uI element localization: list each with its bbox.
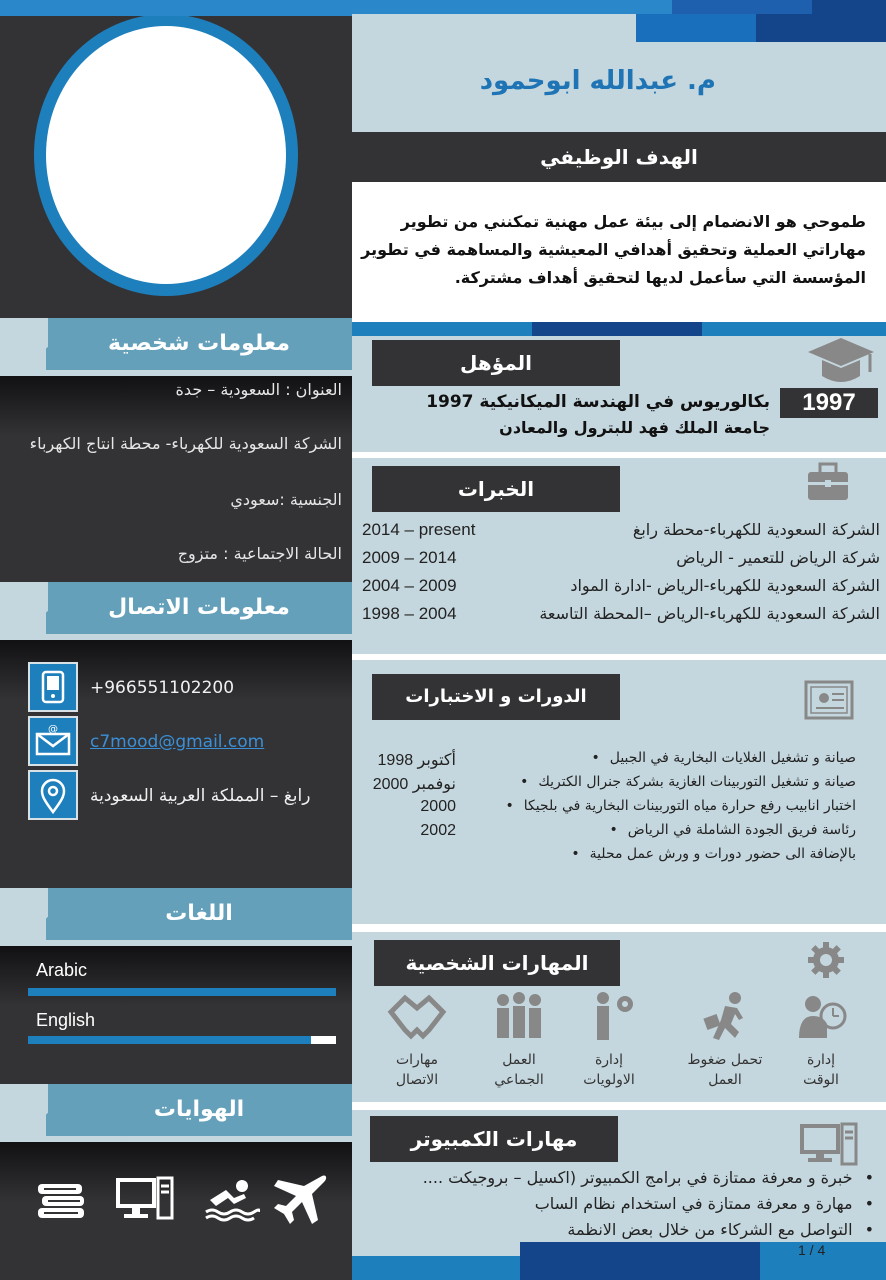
certificate-icon (804, 680, 854, 720)
objective-text (361, 208, 866, 292)
skill-communication (372, 990, 462, 1090)
skills-divider (352, 1102, 886, 1110)
course-item (356, 822, 886, 846)
experience-period: 2014 – present (362, 520, 476, 539)
computer-skill-item: • التواصل مع الشركاء من خلال بعض الانظمة (567, 1220, 874, 1239)
courses-title: الدورات و الاختبارات (372, 674, 620, 720)
courses-divider (352, 924, 886, 932)
language-bar-english (28, 1036, 336, 1044)
svg-text:@: @ (48, 724, 58, 735)
left-column (0, 0, 352, 1280)
experience-company: الشركة السعودية للكهرباء-محطة رابغ (632, 520, 880, 539)
page-number: 1 / 4 (798, 1242, 826, 1258)
email-icon (28, 716, 78, 766)
airplane-icon (274, 1172, 328, 1230)
personal-skills-title: المهارات الشخصية (374, 940, 620, 986)
hobbies-title: الهوايات (46, 1084, 352, 1136)
company-text: الشركة السعودية للكهرباء- محطة انتاج الكهرباء (29, 434, 342, 453)
phone-icon (28, 662, 78, 712)
experience-company: الشركة السعودية للكهرباء-الرياض –المحطة التاسعة (539, 604, 880, 623)
experience-item (362, 548, 880, 574)
clock-icon (791, 990, 851, 1046)
contact-info-title: معلومات الاتصال (46, 582, 352, 634)
candidate-name: م. عبدالله ابوحمود (479, 66, 716, 96)
team-icon (489, 990, 549, 1046)
experience-company: الشركة السعودية للكهرباء-الرياض -ادارة المواد (570, 576, 880, 595)
skill-label: العمل (708, 1072, 742, 1088)
phone-number[interactable]: +966551102200 (90, 678, 235, 698)
skill-teamwork (474, 990, 564, 1090)
experience-company: شركة الرياض للتعمير - الرياض (676, 548, 880, 567)
bottom-strip-notch (352, 1242, 520, 1256)
skill-label: الاتصال (395, 1072, 439, 1088)
skill-label: الوقت (803, 1072, 839, 1088)
top-strip-left (0, 0, 352, 16)
language-name-english: English (36, 1010, 96, 1030)
language-level-english (28, 1036, 311, 1044)
skill-label: الجماعي (494, 1072, 544, 1088)
experience-period: 1998 – 2004 (362, 604, 457, 623)
university-text: جامعة الملك فهد للبترول والمعادن (499, 418, 770, 437)
qualification-title: المؤهل (372, 340, 620, 386)
gear-icon (806, 940, 846, 980)
skill-label: مهارات (395, 1052, 439, 1068)
top-strip-corner-dark (756, 14, 886, 42)
computer-skills-title: مهارات الكمبيوتر (370, 1116, 618, 1162)
skill-label: إدارة (806, 1052, 836, 1068)
objective-line-3: المؤسسة التي سأعمل لديها لتحقيق أهداف مشتركة. (454, 268, 866, 287)
desktop-icon (800, 1122, 860, 1166)
experience-period: 2004 – 2009 (362, 576, 457, 595)
handshake-icon (387, 990, 447, 1046)
location-pin-icon (28, 770, 78, 820)
course-text: اختبار انابيب رفع حرارة مياه التوربينات البخارية في بلجيكا • (505, 798, 856, 814)
briefcase-icon (806, 462, 850, 502)
address-text: العنوان : السعودية – جدة (175, 380, 342, 399)
top-strip-light (352, 0, 672, 14)
languages-title: اللغات (46, 888, 352, 940)
skill-time (776, 990, 866, 1090)
graduation-year-badge: 1997 (780, 388, 878, 418)
course-text: صيانة و تشغيل التوربينات الغازية بشركة جنرال الكتريك • (520, 774, 856, 790)
course-date: 2000 (420, 798, 456, 815)
skill-priorities (564, 990, 654, 1090)
skill-label: العمل (502, 1052, 536, 1068)
top-strip-dark (812, 0, 886, 14)
experience-item (362, 520, 880, 546)
experience-divider (352, 654, 886, 660)
language-level-arabic (28, 988, 336, 996)
language-name-arabic: Arabic (36, 960, 88, 980)
marital-status-text: الحالة الاجتماعية : متزوج (177, 544, 342, 563)
profile-photo (46, 26, 286, 284)
course-item (356, 750, 886, 774)
qualification-divider (352, 452, 886, 458)
course-text: بالإضافة الى حضور دورات و ورش عمل محلية • (571, 846, 856, 862)
skill-label: الاولويات (583, 1072, 635, 1088)
course-date: 2002 (420, 822, 456, 839)
objective-line-2: مهاراتي العملية وتحقيق أهدافي المعيشية والمساهمة في تطوير (361, 240, 866, 259)
computer-skill-item: • مهارة و معرفة ممتازة في استخدام نظام الساب (535, 1194, 874, 1213)
skill-stress (680, 990, 770, 1090)
personal-info-title: معلومات شخصية (46, 318, 352, 370)
course-date: أكتوبر 1998 (377, 752, 456, 769)
email-link[interactable]: c7mood@gmail.com (90, 732, 265, 752)
language-bar-arabic (28, 988, 336, 996)
books-icon (34, 1172, 88, 1230)
swimming-icon (204, 1176, 260, 1226)
objective-line-1: طموحي هو الانضمام إلى بيئة عمل مهنية تمكنني من تطوير (400, 212, 866, 231)
course-text: رئاسة فريق الجودة الشاملة في الرياض • (609, 822, 856, 838)
priorities-icon (579, 990, 639, 1046)
course-item (356, 846, 886, 870)
degree-text: بكالوريوس في الهندسة الميكانيكية 1997 (426, 392, 770, 412)
objective-divider-dark (532, 322, 702, 336)
nationality-text: الجنسية :سعودي (230, 490, 342, 509)
course-date: نوفمبر 2000 (372, 776, 456, 793)
top-strip-mid (672, 0, 812, 14)
computer-skill-item: • خبرة و معرفة ممتازة في برامج الكمبيوتر (اكسيل – بروجيكت .... (423, 1168, 874, 1187)
location-text: رابغ – المملكة العربية السعودية (90, 786, 311, 806)
running-icon (695, 990, 755, 1046)
experience-title: الخبرات (372, 466, 620, 512)
bottom-strip-dark (520, 1242, 760, 1280)
graduation-cap-icon (806, 334, 876, 390)
skill-label: تحمل ضغوط (687, 1052, 763, 1068)
computer-icon (116, 1174, 176, 1228)
experience-item (362, 576, 880, 602)
skill-label: إدارة (594, 1052, 624, 1068)
objective-title: الهدف الوظيفي (352, 132, 886, 182)
course-text: صيانة و تشغيل الغلايات البخارية في الجبيل • (591, 750, 856, 766)
course-item (356, 774, 886, 798)
experience-item (362, 604, 880, 630)
experience-period: 2009 – 2014 (362, 548, 457, 567)
course-item (356, 798, 886, 822)
